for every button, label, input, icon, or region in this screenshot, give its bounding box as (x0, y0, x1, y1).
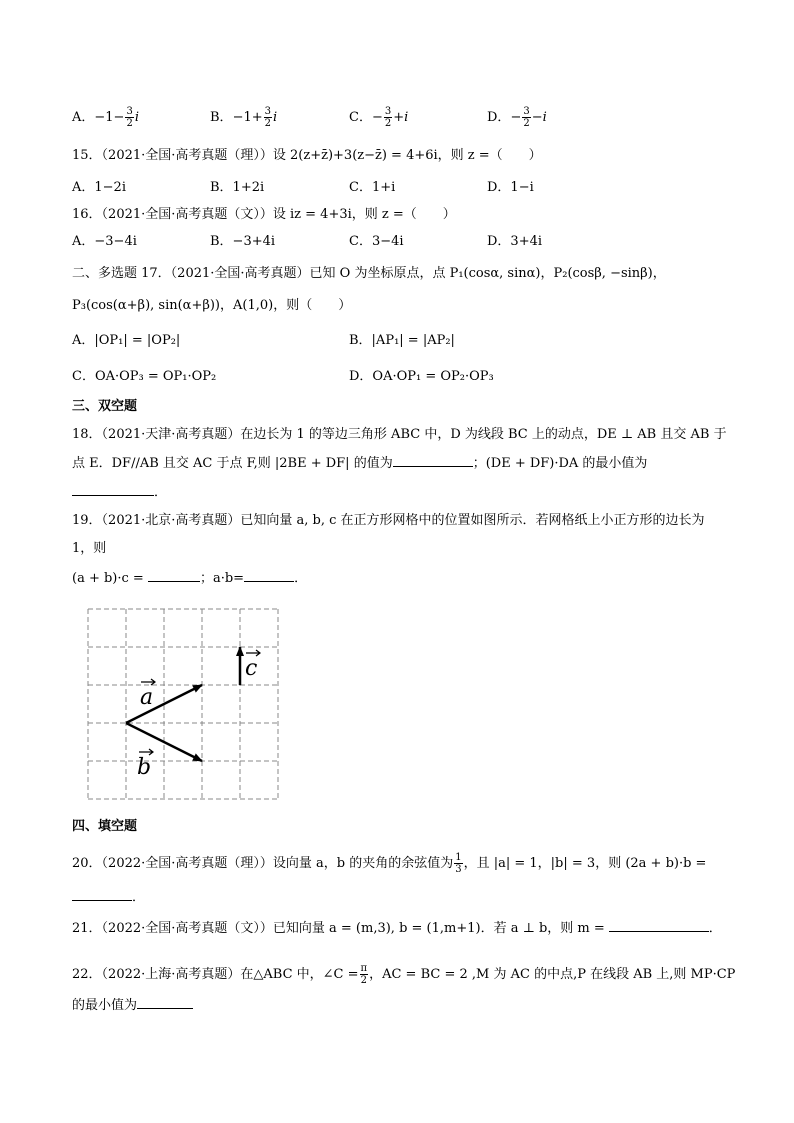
section-heading-fill-blank: 四、填空题 (72, 819, 138, 834)
answer-blank (72, 888, 132, 901)
q17-option-d: D．OA·OP₁ = OP₂·OP₃ (349, 369, 494, 384)
q17-line1: 二、多选题 17．（2021·全国·高考真题）已知 O 为坐标原点，点 P₁(cosα, sinα)，P₂(cosβ, −sinβ)， (72, 266, 666, 281)
answer-blank (72, 483, 154, 496)
q18-line2: 点 E．DF//AB 且交 AC 于点 F,则 |2BE + DF| 的值为 ；(DE + DF)·DA 的最小值为 (72, 456, 648, 471)
q20-line1: 20．（2022·全国·高考真题（理））设向量 a，b 的夹角的余弦值为 $\frac{1}{3}$ ，且 |a| = 1，|b| = 3，则 (2a + b)·b = (72, 852, 707, 875)
q18-line3: ． (72, 483, 167, 502)
q14-option-d: D．− $\frac{3}{2}$ −i (487, 106, 547, 129)
q16-stem: 16．（2021·全国·高考真题（文））设 iz = 4+3i，则 z =（ ） (72, 207, 456, 222)
answer-blank (609, 919, 709, 932)
q21-line: 21．（2022·全国·高考真题（文））已知向量 a = (m,3), b = (1,m+1)．若 a ⊥ b，则 m = ． (72, 921, 722, 936)
q17-option-b: B．|AP₁| = |AP₂| (349, 333, 455, 348)
vector-b-label: b (137, 755, 152, 780)
q16-option-b: B．−3+4i (210, 234, 276, 249)
q19-line3: (a + b)·c = ；a·b= ． (72, 571, 308, 586)
q22-line2: 的最小值为 (72, 996, 193, 1015)
q14-option-a: A．−1− $\frac{3}{2}$ i (72, 106, 139, 129)
q19-line2: 1，则 (72, 541, 107, 556)
grid-lines (88, 609, 278, 799)
q14-option-c: C．− $\frac{3}{2}$ +i (349, 106, 409, 129)
q15-stem: 15．（2021·全国·高考真题（理））设 2(z+z̄)+3(z−z̄) = 4+6i，则 z =（ ） (72, 148, 542, 163)
q17-option-c: C．OA·OP₃ = OP₁·OP₂ (72, 369, 217, 384)
q17-option-a: A．|OP₁| = |OP₂| (72, 333, 181, 348)
q20-line2: ． (72, 888, 145, 907)
answer-blank (393, 454, 473, 467)
q18-line1: 18．（2021·天津·高考真题）在边长为 1 的等边三角形 ABC 中，D 为线段 BC 上的动点，DE ⊥ AB 且交 AB 于 (72, 427, 727, 442)
q22-line1: 22．（2022·上海·高考真题）在△ABC 中，∠C = $\frac{\pi}{2}$ ，AC = BC = 2 ,M 为 AC 的中点,P 在线段 AB 上,则 MP·CP (72, 963, 736, 986)
q15-option-b: B．1+2i (210, 180, 265, 195)
vector-grid-figure (85, 606, 285, 806)
q16-option-a: A．−3−4i (72, 234, 137, 249)
q15-option-c: C．1+i (349, 180, 396, 195)
q15-option-a: A．1−2i (72, 180, 126, 195)
answer-blank (148, 569, 200, 582)
section-heading-double-blank: 三、双空题 (72, 399, 138, 414)
answer-blank (137, 996, 193, 1009)
q17-line2: P₃(cos(α+β), sin(α+β))，A(1,0)，则（ ） (72, 298, 352, 313)
vector-c-label: c (245, 656, 258, 681)
q16-option-c: C．3−4i (349, 234, 404, 249)
q19-line1: 19．（2021·北京·高考真题）已知向量 a, b, c 在正方形网格中的位置如图所示．若网格纸上小正方形的边长为 (72, 513, 705, 528)
q14-option-b: B．−1+ $\frac{3}{2}$ i (210, 106, 278, 129)
q16-option-d: D．3+4i (487, 234, 543, 249)
answer-blank (244, 569, 294, 582)
q15-option-d: D．1−i (487, 180, 534, 195)
vector-a-label: a (140, 685, 154, 710)
